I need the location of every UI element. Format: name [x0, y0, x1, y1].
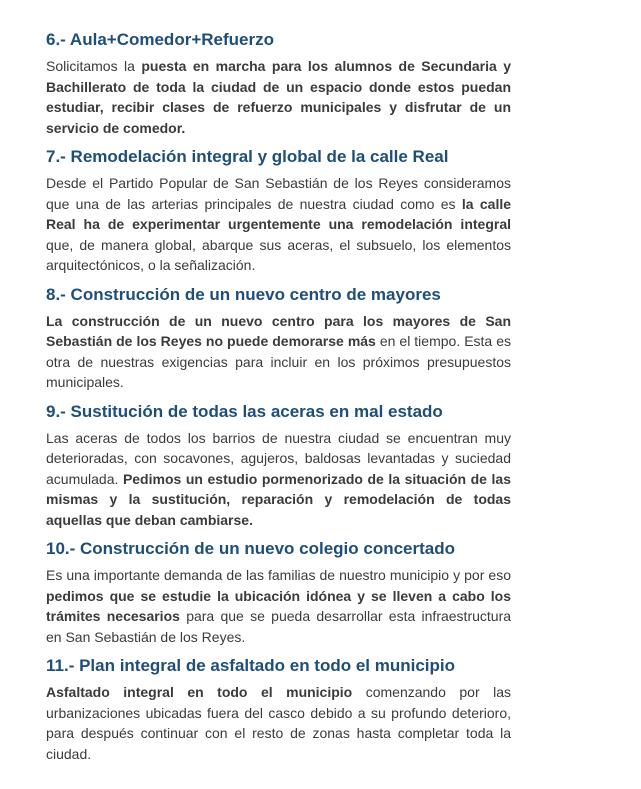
text-run: que, de manera global, abarque sus aceras, el subsuelo, los elementos arquitectónicos, o la señalización. — [46, 236, 511, 273]
text-run: Desde el Partido Popular de San Sebastián de los Reyes consideramos que una de las arterias principales de nuestra ciudad como es — [46, 175, 511, 212]
section-heading: 9.- Sustitución de todas las aceras en mal estado — [46, 401, 443, 421]
text-run: Asfaltado integral en todo el municipio — [46, 684, 366, 700]
section-paragraph — [46, 311, 511, 393]
section-6 — [46, 30, 511, 138]
section-heading: 6.- Aula+Comedor+Refuerzo — [46, 30, 274, 49]
text-run: pedimos que se estudie la ubicación idónea y se lleven a cabo los trámites necesarios — [46, 587, 511, 624]
text-run: Las aceras de todos los barrios de nuestra ciudad se encuentran muy deterioradas, con socavones, agujeros, baldosas levantadas y suciedad acumulada. — [46, 429, 511, 487]
text-run: Solicitamos la — [46, 58, 142, 74]
text-run: Pedimos un estudio pormenorizado de la situación de las mismas y la sustitución, reparación y remodelación de todas aquellas que deban cambiarse. — [46, 470, 511, 528]
text-run: en el tiempo. Esta es otra de nuestras exigencias para incluir en los próximos presupuestos municipales. — [46, 333, 511, 390]
text-run: comenzando por las urbanizaciones ubicadas fuera del casco debido a su profundo deterioro, para después continuar con el resto de zonas hasta completar toda la ciudad. — [46, 684, 511, 762]
section-paragraph — [46, 56, 511, 138]
section-paragraph — [46, 173, 511, 276]
section-paragraph — [46, 428, 511, 531]
section-8 — [46, 285, 511, 393]
section-heading: 7.- Remodelación integral y global de la calle Real — [46, 147, 449, 166]
section-7 — [46, 147, 511, 276]
section-heading: 10.- Construcción de un nuevo colegio concertado — [46, 539, 456, 558]
section-11 — [46, 656, 511, 764]
section-heading: 11.- Plan integral de asfaltado en todo el municipio — [46, 656, 456, 675]
text-run: Es una importante demanda de las familias de nuestro municipio y por eso — [46, 567, 511, 583]
section-heading: 8.- Construcción de un nuevo centro de mayores — [46, 284, 441, 304]
text-run: para que se pueda desarrollar esta infraestructura en San Sebastián de los Reyes. — [46, 608, 512, 645]
text-run: puesta en marcha para los alumnos de Secundaria y Bachillerato de toda la ciudad de un espacio donde estos puedan estudiar, recibir clases de refuerzo municipales y disfrutar de un servicio de comedor. — [46, 58, 511, 136]
section-paragraph — [46, 565, 511, 647]
text-run: La construcción de un nuevo centro para los mayores de San Sebastián de los Reyes no puede demorarse más — [46, 312, 511, 349]
section-paragraph — [46, 682, 511, 764]
section-10 — [46, 539, 511, 647]
text-run: la calle Real ha de experimentar urgentemente una remodelación integral — [46, 195, 512, 232]
section-9 — [46, 402, 511, 531]
